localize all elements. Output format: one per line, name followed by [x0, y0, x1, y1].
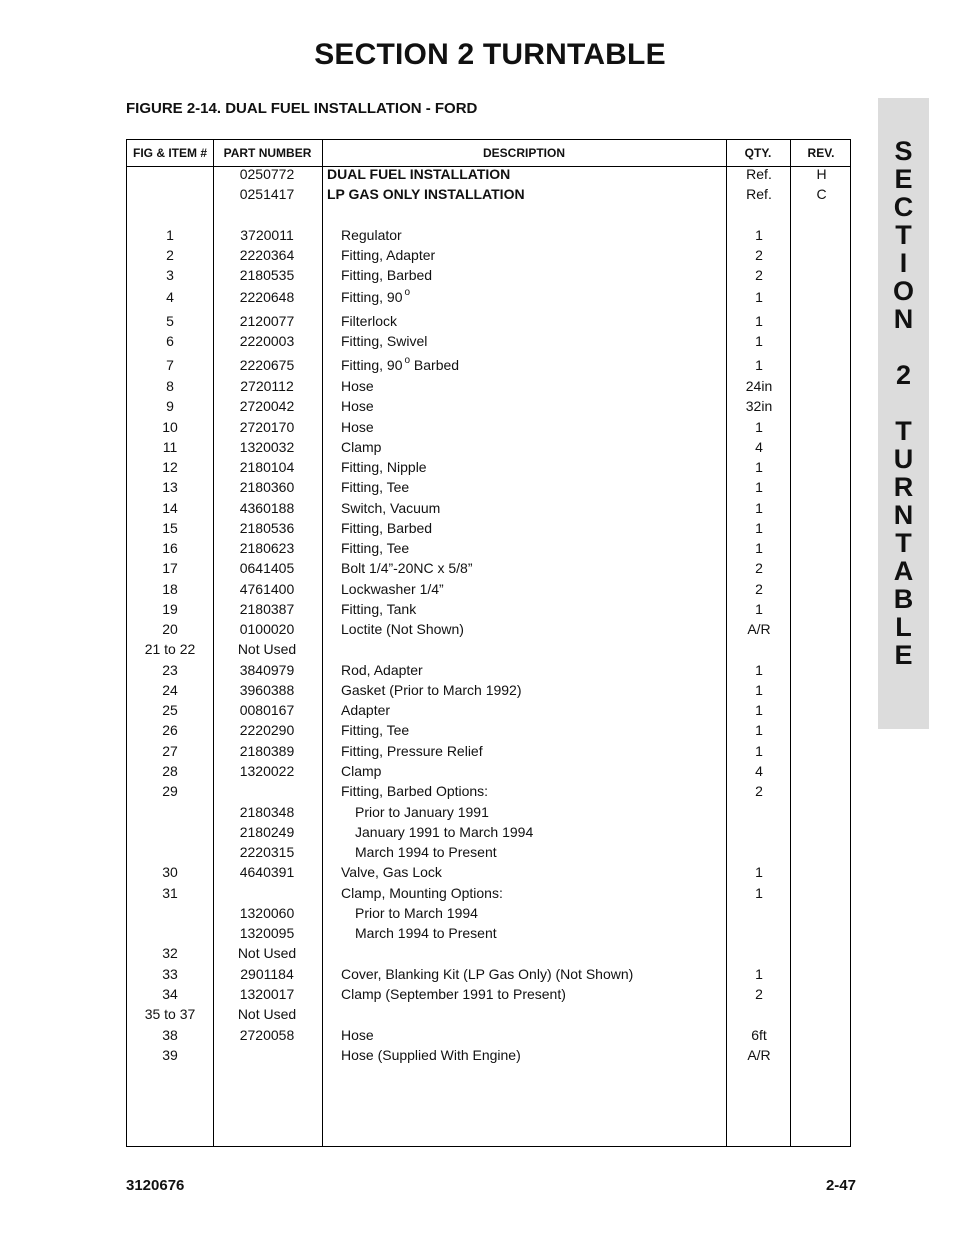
side-tab-letter: E: [894, 640, 913, 670]
part-number: 3840979: [239, 662, 295, 678]
fig-item-number: 29: [162, 783, 178, 799]
table-row: [127, 417, 850, 437]
parts-table: [126, 139, 851, 1147]
figure-title: FIGURE 2-14. DUAL FUEL INSTALLATION - FORD: [126, 100, 478, 117]
table-row: [127, 184, 850, 204]
part-number: 2180104: [239, 459, 295, 475]
side-tab-letter: C: [893, 192, 914, 222]
table-row: [127, 477, 850, 497]
part-number: Not Used: [237, 641, 297, 657]
table-row: [127, 761, 850, 781]
quantity: 1: [755, 227, 763, 243]
description-text: Prior to March 1994: [355, 905, 478, 921]
description-text: Hose: [341, 378, 374, 394]
side-tab-letter: E: [894, 164, 913, 194]
quantity: 2: [755, 247, 763, 263]
description-text: Fitting, Pressure Relief: [341, 743, 483, 759]
column-header-description: DESCRIPTION: [482, 146, 565, 160]
quantity: 1: [755, 419, 763, 435]
part-number: 2180535: [239, 267, 295, 283]
part-number: 2720042: [239, 398, 295, 414]
description: [327, 660, 725, 680]
side-tab-letter: L: [895, 612, 912, 642]
description-text: Clamp (September 1991 to Present): [341, 986, 566, 1002]
description: [327, 437, 725, 457]
description-text: Fitting, Tee: [341, 540, 410, 556]
description-text: Valve, Gas Lock: [341, 864, 442, 880]
description-text: [327, 641, 341, 657]
description: [327, 761, 725, 781]
revision: H: [816, 166, 827, 182]
table-row: [127, 355, 850, 375]
table-row: [127, 964, 850, 984]
fig-item-number: 20: [162, 621, 178, 637]
column-header-rev: REV.: [807, 146, 835, 160]
part-number: 4761400: [239, 581, 295, 597]
part-number: 2720170: [239, 419, 295, 435]
table-row: [127, 1025, 850, 1045]
description: [327, 964, 725, 984]
description-text: Fitting, Swivel: [341, 333, 428, 349]
description: [327, 396, 725, 416]
fig-item-number: 16: [162, 540, 178, 556]
description-text: Fitting, 90: [341, 357, 403, 373]
description-text: Filterlock: [341, 313, 398, 329]
table-row: [127, 331, 850, 351]
table-row: [127, 842, 850, 862]
side-tab-letter: S: [894, 136, 913, 166]
side-tab-letter: I: [899, 248, 908, 278]
description: [327, 225, 725, 245]
fig-item-number: 35 to 37: [144, 1006, 196, 1022]
description-text: Adapter: [341, 702, 391, 718]
quantity: 1: [755, 601, 763, 617]
part-number: Not Used: [237, 1006, 297, 1022]
description-text: DUAL FUEL INSTALLATION: [327, 166, 511, 182]
fig-item-number: 3: [166, 267, 174, 283]
description-text: Fitting, Tank: [341, 601, 417, 617]
table-row: [127, 660, 850, 680]
table-row: [127, 518, 850, 538]
part-number: 4360188: [239, 500, 295, 516]
table-row: [127, 1045, 850, 1065]
description-text: Fitting, Barbed Options:: [341, 783, 489, 799]
quantity: 1: [755, 702, 763, 718]
table-row: [127, 741, 850, 761]
part-number: 2120077: [239, 313, 295, 329]
description-text: Fitting, Tee: [341, 479, 410, 495]
fig-item-number: 5: [166, 313, 174, 329]
quantity: 1: [755, 722, 763, 738]
description: [327, 883, 725, 903]
fig-item-number: 12: [162, 459, 178, 475]
part-number: 2901184: [240, 966, 294, 982]
table-row: [127, 639, 850, 659]
table-row: [127, 579, 850, 599]
part-number: 2220315: [239, 844, 295, 860]
part-number: 4640391: [239, 864, 295, 880]
part-number: 2720058: [239, 1027, 295, 1043]
quantity: 1: [755, 743, 763, 759]
description: [327, 498, 725, 518]
description-text: Rod, Adapter: [341, 662, 423, 678]
description-text: Clamp: [341, 763, 382, 779]
fig-item-number: 14: [162, 500, 178, 516]
description: [327, 1025, 725, 1045]
table-row: [127, 287, 850, 307]
part-number: 2720112: [240, 378, 294, 394]
side-tab-letter: U: [893, 444, 914, 474]
quantity: Ref.: [746, 166, 772, 182]
fig-item-number: 38: [162, 1027, 178, 1043]
fig-item-number: 26: [162, 722, 178, 738]
table-row: [127, 538, 850, 558]
part-number: 0641405: [239, 560, 295, 576]
table-row: [127, 680, 850, 700]
quantity: 6ft: [751, 1027, 767, 1043]
description: [327, 417, 725, 437]
fig-item-number: 6: [166, 333, 174, 349]
fig-item-number: 23: [162, 662, 178, 678]
description-text: [327, 945, 341, 961]
quantity: 1: [755, 540, 763, 556]
fig-item-number: 8: [166, 378, 174, 394]
description: [327, 599, 725, 619]
quantity: Ref.: [746, 186, 772, 202]
fig-item-number: 27: [162, 743, 178, 759]
degree-symbol: o: [404, 287, 411, 298]
description-text: January 1991 to March 1994: [355, 824, 534, 840]
part-number: 2180348: [239, 804, 295, 820]
fig-item-number: 30: [162, 864, 178, 880]
table-row: [127, 923, 850, 943]
side-tab-letter: N: [893, 304, 914, 334]
quantity: 1: [755, 500, 763, 516]
part-number: 2180623: [239, 540, 295, 556]
table-row: [127, 862, 850, 882]
description: [327, 700, 725, 720]
quantity: 1: [755, 333, 763, 349]
quantity: 32in: [745, 398, 773, 414]
description-text: Fitting, Nipple: [341, 459, 427, 475]
side-tab-letter: O: [892, 276, 914, 306]
table-row: [127, 822, 850, 842]
fig-item-number: 25: [162, 702, 178, 718]
fig-item-number: 7: [166, 357, 174, 373]
table-row: [127, 457, 850, 477]
description: [327, 619, 725, 639]
fig-item-number: 31: [162, 885, 178, 901]
description: [327, 518, 725, 538]
part-number: 2180536: [239, 520, 295, 536]
fig-item-number: 4: [166, 289, 174, 305]
fig-item-number: 19: [162, 601, 178, 617]
description-text: Regulator: [341, 227, 402, 243]
table-row: [127, 1004, 850, 1024]
description: [327, 245, 725, 265]
description-text: Hose: [341, 398, 374, 414]
table-row: [127, 720, 850, 740]
part-number: 1320060: [239, 905, 295, 921]
part-number: 2220364: [239, 247, 295, 263]
description: [327, 1045, 725, 1065]
description-text: March 1994 to Present: [355, 844, 497, 860]
table-row: [127, 883, 850, 903]
part-number: 2220003: [239, 333, 295, 349]
description: [327, 862, 725, 882]
side-tab-letter: T: [895, 528, 912, 558]
description-suffix: Barbed: [410, 357, 460, 373]
column-header-part-number: PART NUMBER: [223, 146, 312, 160]
fig-item-number: 28: [162, 763, 178, 779]
fig-item-number: 18: [162, 581, 178, 597]
quantity: A/R: [747, 621, 771, 637]
quantity: 2: [755, 986, 763, 1002]
side-tab-letter: R: [893, 472, 914, 502]
quantity: 1: [755, 682, 763, 698]
quantity: 1: [755, 313, 763, 329]
degree-symbol: o: [404, 355, 411, 366]
page-number: 2-47: [825, 1177, 856, 1194]
fig-item-number: 21 to 22: [144, 641, 196, 657]
fig-item-number: 1: [166, 227, 174, 243]
table-row: [127, 245, 850, 265]
table-row: [127, 376, 850, 396]
table-row: [127, 599, 850, 619]
fig-item-number: 32: [162, 945, 178, 961]
description: [327, 287, 725, 310]
table-row: [127, 396, 850, 416]
description-text: Loctite (Not Shown): [341, 621, 464, 637]
description: [327, 184, 725, 204]
description-text: Lockwasher 1/4”: [341, 581, 444, 597]
side-tab-letter: T: [895, 220, 912, 250]
part-number: Not Used: [237, 945, 297, 961]
quantity: 1: [755, 520, 763, 536]
description: [327, 538, 725, 558]
quantity: 1: [755, 479, 763, 495]
description-text: Prior to January 1991: [355, 804, 489, 820]
description: [327, 355, 725, 378]
description: [327, 639, 725, 659]
fig-item-number: 33: [162, 966, 178, 982]
description: [327, 311, 725, 331]
table-row: [127, 265, 850, 285]
description-text: Fitting, Barbed: [341, 267, 433, 283]
fig-item-number: 34: [162, 986, 178, 1002]
description-text: Hose: [341, 419, 374, 435]
document-number: 3120676: [126, 1177, 185, 1194]
part-number: 1320032: [239, 439, 295, 455]
description-text: Bolt 1/4”-20NC x 5/8”: [341, 560, 473, 576]
table-row: [127, 619, 850, 639]
description-text: Fitting, Adapter: [341, 247, 436, 263]
section-side-tab: [878, 98, 929, 729]
fig-item-number: 13: [162, 479, 178, 495]
part-number: 1320095: [239, 925, 295, 941]
quantity: 1: [755, 289, 763, 305]
description-text: [327, 1006, 341, 1022]
description-text: Fitting, 90: [341, 289, 403, 305]
table-row: [127, 943, 850, 963]
part-number: 2220290: [239, 722, 295, 738]
part-number: 3960388: [239, 682, 295, 698]
side-tab-letter: A: [893, 556, 914, 586]
description-text: Hose (Supplied With Engine): [341, 1047, 521, 1063]
part-number: 0250772: [239, 166, 295, 182]
quantity: 2: [755, 560, 763, 576]
table-row: [127, 225, 850, 245]
quantity: 2: [755, 581, 763, 597]
description: [327, 781, 725, 801]
description: [327, 802, 725, 822]
part-number: 0080167: [239, 702, 295, 718]
table-row: [127, 903, 850, 923]
part-number: 2220675: [239, 357, 295, 373]
description-text: Cover, Blanking Kit (LP Gas Only) (Not Shown): [341, 966, 634, 982]
description-text: Clamp, Mounting Options:: [341, 885, 503, 901]
table-row: [127, 437, 850, 457]
quantity: 4: [755, 763, 763, 779]
part-number: 1320017: [239, 986, 295, 1002]
side-tab-letter: T: [895, 416, 912, 446]
description: [327, 376, 725, 396]
part-number: 2180389: [239, 743, 295, 759]
description: [327, 680, 725, 700]
page-title: SECTION 2 TURNTABLE: [314, 38, 666, 71]
part-number: 0251417: [239, 186, 295, 202]
fig-item-number: 2: [166, 247, 174, 263]
description: [327, 579, 725, 599]
description-text: Clamp: [341, 439, 382, 455]
fig-item-number: 11: [162, 439, 178, 455]
table-row: [127, 700, 850, 720]
description-text: March 1994 to Present: [355, 925, 497, 941]
description: [327, 265, 725, 285]
column-header-item: FIG & ITEM #: [132, 146, 207, 160]
description: [327, 903, 725, 923]
part-number: 0100020: [239, 621, 295, 637]
fig-item-number: 17: [162, 560, 178, 576]
description-text: Gasket (Prior to March 1992): [341, 682, 522, 698]
description: [327, 741, 725, 761]
table-row: [127, 498, 850, 518]
quantity: 2: [755, 783, 763, 799]
fig-item-number: 10: [162, 419, 178, 435]
quantity: 1: [755, 459, 763, 475]
quantity: 1: [755, 864, 763, 880]
description: [327, 1004, 725, 1024]
quantity: 1: [755, 885, 763, 901]
description-text: Switch, Vacuum: [341, 500, 441, 516]
table-row: [127, 558, 850, 578]
part-number: 2180249: [239, 824, 295, 840]
description: [327, 923, 725, 943]
fig-item-number: 9: [166, 398, 174, 414]
quantity: 2: [755, 267, 763, 283]
description: [327, 331, 725, 351]
fig-item-number: 24: [162, 682, 178, 698]
part-number: 2180387: [239, 601, 295, 617]
part-number: 2220648: [239, 289, 295, 305]
part-number: 3720011: [240, 227, 294, 243]
part-number: 1320022: [239, 763, 295, 779]
description: [327, 943, 725, 963]
description-text: Hose: [341, 1027, 374, 1043]
table-row: [127, 311, 850, 331]
fig-item-number: 39: [162, 1047, 178, 1063]
side-tab-letter: 2: [895, 360, 912, 390]
description-text: LP GAS ONLY INSTALLATION: [327, 186, 525, 202]
quantity: 4: [755, 439, 763, 455]
table-row: [127, 164, 850, 184]
description-text: Fitting, Tee: [341, 722, 410, 738]
column-header-qty: QTY.: [744, 146, 772, 160]
description: [327, 822, 725, 842]
quantity: 1: [755, 357, 763, 373]
description: [327, 720, 725, 740]
quantity: 1: [755, 966, 763, 982]
side-tab-letter: B: [893, 584, 914, 614]
table-row: [127, 781, 850, 801]
description: [327, 164, 725, 184]
side-tab-letter: N: [893, 500, 914, 530]
quantity: A/R: [747, 1047, 771, 1063]
description: [327, 477, 725, 497]
table-row: [127, 984, 850, 1004]
part-number: 2180360: [239, 479, 295, 495]
table-row: [127, 802, 850, 822]
description: [327, 842, 725, 862]
revision: C: [816, 186, 827, 202]
description-text: Fitting, Barbed: [341, 520, 433, 536]
description: [327, 558, 725, 578]
quantity: 1: [755, 662, 763, 678]
description: [327, 457, 725, 477]
fig-item-number: 15: [162, 520, 178, 536]
description: [327, 984, 725, 1004]
quantity: 24in: [745, 378, 773, 394]
